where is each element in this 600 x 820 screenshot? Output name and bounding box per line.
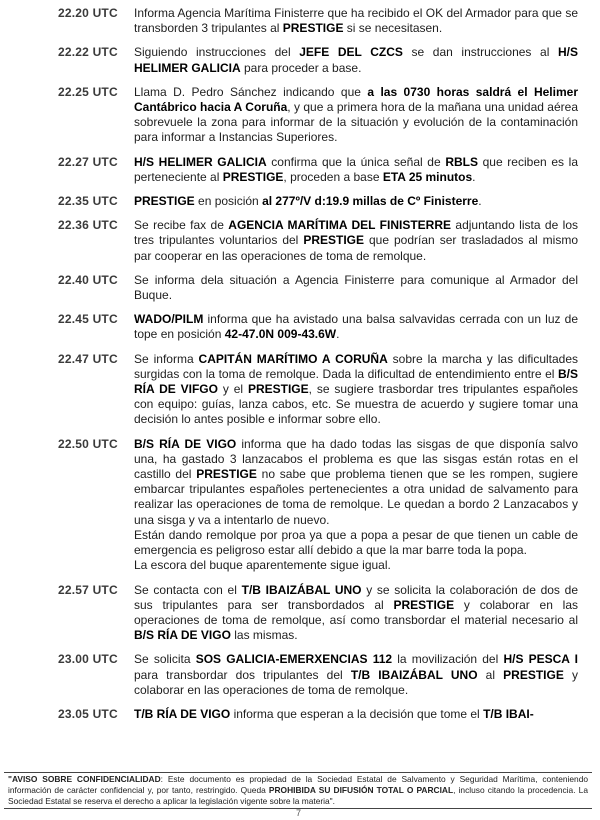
bold-text: WADO/PILM bbox=[134, 312, 204, 327]
text-run: , proceden a base bbox=[283, 169, 383, 184]
entry-time: 22.36 UTC bbox=[58, 218, 118, 233]
text-run: al bbox=[477, 667, 504, 682]
entry-time: 22.40 UTC bbox=[58, 272, 118, 287]
entry-text bbox=[134, 312, 578, 342]
bold-text: ETA 25 minutos bbox=[382, 169, 473, 184]
bold-text: T/B IBAI- bbox=[483, 706, 534, 721]
text-run: . bbox=[478, 194, 482, 209]
text-run: sobre la marcha y las dificultades surgidas con la toma de remolque. Dada la dificultad de entendimiento entre el bbox=[134, 351, 579, 381]
log-entry bbox=[0, 218, 600, 264]
entry-text bbox=[134, 707, 578, 722]
log-entry bbox=[0, 707, 600, 722]
text-run: informa que ha dado todas las sisgas de que disponía salvo una, ha gastado 3 lanzacabos el problema es que las sisgas están rotas en el castillo del bbox=[134, 436, 578, 482]
entry-time: 22.45 UTC bbox=[58, 312, 118, 327]
entry-time: 23.00 UTC bbox=[58, 652, 118, 667]
entry-time: 22.27 UTC bbox=[58, 154, 118, 169]
bold-text: JEFE DEL CZCS bbox=[299, 45, 403, 60]
text-run: que reciben es la perteneciente al bbox=[134, 154, 578, 184]
text-run: si se necesitasen. bbox=[343, 21, 443, 36]
log-entry bbox=[0, 312, 600, 342]
bold-text: PRESTIGE bbox=[247, 382, 309, 397]
text-run: Se contacta con el bbox=[134, 582, 242, 597]
text-run: confirma que la única señal de bbox=[266, 154, 446, 169]
text-run: La escora del buque aparentemente sigue igual. bbox=[134, 558, 391, 573]
log-entry bbox=[0, 85, 600, 146]
entry-time: 23.05 UTC bbox=[58, 706, 118, 721]
bold-text: PROHIBIDA SU DIFUSIÓN TOTAL O PARCIAL bbox=[268, 785, 454, 795]
bold-text: AGENCIA MARÍTIMA DEL FINISTERRE bbox=[228, 218, 452, 233]
text-run: Siguiendo instrucciones del bbox=[134, 45, 300, 60]
log-entry bbox=[0, 652, 600, 698]
bold-text: CAPITÁN MARÍTIMO A CORUÑA bbox=[198, 351, 388, 366]
text-run: para transbordar dos tripulantes del bbox=[134, 667, 351, 682]
log-entry bbox=[0, 155, 600, 185]
bold-text: H/S PESCA I bbox=[503, 652, 579, 667]
bold-text: H/S HELIMER GALICIA bbox=[134, 45, 578, 75]
entry-time: 22.57 UTC bbox=[58, 582, 118, 597]
text-run: las mismas. bbox=[230, 628, 298, 643]
text-run: informa que ha avistado una balsa salvavidas cerrada con un luz de tope en posición bbox=[134, 312, 578, 342]
text-run: y colaborar en las operaciones de toma de remolque. bbox=[134, 667, 578, 697]
log-entry bbox=[0, 273, 600, 303]
text-run: Llama D. Pedro Sánchez indicando que bbox=[134, 84, 368, 99]
bold-text: PRESTIGE bbox=[196, 467, 257, 482]
bold-text: T/B IBAIZÁBAL UNO bbox=[241, 582, 362, 597]
bold-text: 42-47.0N 009-43.6W bbox=[224, 327, 337, 342]
bold-text: B/S RÍA DE VIGO bbox=[134, 436, 237, 451]
bold-text: B/S RÍA DE VIFGO bbox=[134, 366, 578, 397]
entry-time: 22.35 UTC bbox=[58, 194, 118, 209]
bold-text: B/S RÍA DE VIGO bbox=[134, 628, 231, 643]
entry-time: 22.47 UTC bbox=[58, 351, 118, 366]
text-run: que podrían ser trasladados al mismo par cooperar en las operaciones de toma de remolque. bbox=[134, 233, 579, 263]
log-entry bbox=[0, 437, 600, 574]
log-entry bbox=[0, 583, 600, 644]
text-run: en posición bbox=[194, 194, 263, 209]
entry-text bbox=[134, 583, 578, 644]
text-run: informa que esperan a la decisión que tome el bbox=[230, 706, 484, 721]
bold-text: a las 0730 horas saldrá el Helimer Cantábrico hacia A Coruña bbox=[134, 84, 578, 115]
confidentiality-notice bbox=[4, 772, 592, 809]
text-run: para proceder a base. bbox=[240, 60, 362, 75]
log-entry bbox=[0, 194, 600, 209]
page-number: 7 bbox=[296, 808, 302, 818]
entry-text bbox=[134, 45, 578, 75]
entry-text bbox=[134, 352, 578, 428]
bold-text: PRESTIGE bbox=[303, 233, 365, 248]
entry-text bbox=[134, 6, 578, 36]
text-run: Se informa bbox=[134, 351, 199, 366]
entry-text bbox=[134, 273, 578, 303]
log-entries bbox=[0, 6, 600, 731]
text-run: adjuntando lista de los tres tripulantes voluntarios del bbox=[134, 218, 578, 248]
bold-text: PRESTIGE bbox=[282, 21, 344, 36]
entry-time: 22.20 UTC bbox=[58, 6, 118, 20]
entry-text bbox=[134, 218, 578, 264]
entry-text bbox=[134, 85, 578, 146]
text-run: : Este documento es propiedad de la Sociedad Estatal de Salvamento y Seguridad Marítima, conteniendo información de carácter confidencial y, por tanto, restringido. Queda bbox=[8, 774, 589, 795]
text-run: y se solicita la colaboración de dos de sus tripulantes para ser transbordados al bbox=[134, 582, 578, 612]
log-entry bbox=[0, 352, 600, 428]
text-run: Están dando remolque por proa ya que a popa a pesar de que tienen un cable de emergencia es peligroso estar allí debido a que la mar barre toda la popa. bbox=[134, 527, 578, 558]
text-run: y colaborar en las operaciones de toma de remolque, así como transbordar el material necesario al bbox=[134, 597, 578, 627]
text-run: . bbox=[472, 169, 476, 184]
text-run: Informa Agencia Marítima Finisterre que ha recibido el OK del Armador para que se transborden 3 tripulantes al bbox=[134, 6, 578, 36]
bold-text: PRESTIGE bbox=[393, 597, 455, 612]
text-run: . bbox=[336, 327, 340, 342]
text-run: , y que a primera hora de la mañana una unidad aérea sobrevuele la zona para informar de la situación y evolución de la contaminación para informar a Instancias Superiores. bbox=[134, 100, 578, 145]
entry-text bbox=[134, 155, 578, 185]
text-run: , incluso citando la procedencia. La Sociedad Estatal se reserva el derecho a aplicar la legislación vigente sobre la materia". bbox=[8, 785, 588, 806]
bold-text: "AVISO SOBRE CONFIDENCIALIDAD bbox=[8, 774, 161, 784]
entry-text bbox=[134, 652, 578, 698]
log-entry bbox=[0, 6, 600, 36]
log-entry bbox=[0, 45, 600, 75]
text-run: Se solicita bbox=[134, 652, 196, 667]
bold-text: PRESTIGE bbox=[503, 667, 564, 682]
entry-text bbox=[134, 194, 578, 209]
bold-text: T/B RÍA DE VIGO bbox=[134, 706, 231, 721]
bold-text: T/B IBAIZÁBAL UNO bbox=[350, 667, 478, 682]
entry-time: 22.25 UTC bbox=[58, 84, 118, 99]
text-run: la movilización del bbox=[392, 652, 504, 667]
text-run: y el bbox=[217, 382, 248, 397]
entry-time: 22.50 UTC bbox=[58, 436, 118, 451]
text-run: , se sugiere trasbordar tres tripulantes españoles con equipo: guías, lanza cabos, etc. Se muestra de acuerdo y sugiere tomar una decisión lo antes posible e informar sobre ello. bbox=[134, 382, 579, 427]
text-run: se dan instrucciones al bbox=[402, 45, 558, 60]
bold-text: H/S HELIMER GALICIA bbox=[134, 154, 267, 169]
entry-text bbox=[134, 437, 578, 574]
text-run: no sabe que problema tienen que se les rompen, sugiere embarcar tripulantes españoles pertenecientes a otra unidad de salvamento para realizar las operaciones de toma de remolque. Le quedan a bordo 2 Lanzacabos y una sisga y va a intentarlo de nuevo. bbox=[134, 467, 578, 527]
entry-time: 22.22 UTC bbox=[58, 45, 118, 60]
bold-text: al 277º/V d:19.9 millas de Cº Finisterre bbox=[262, 194, 479, 209]
text-run: Se informa dela situación a Agencia Finisterre para comunique al Armador del Buque. bbox=[134, 272, 578, 303]
bold-text: PRESTIGE bbox=[134, 194, 195, 209]
text-run: Se recibe fax de bbox=[134, 218, 229, 233]
bold-text: SOS GALICIA-EMERXENCIAS 112 bbox=[195, 652, 393, 667]
bold-text: RBLS bbox=[445, 154, 478, 169]
bold-text: PRESTIGE bbox=[222, 169, 284, 184]
